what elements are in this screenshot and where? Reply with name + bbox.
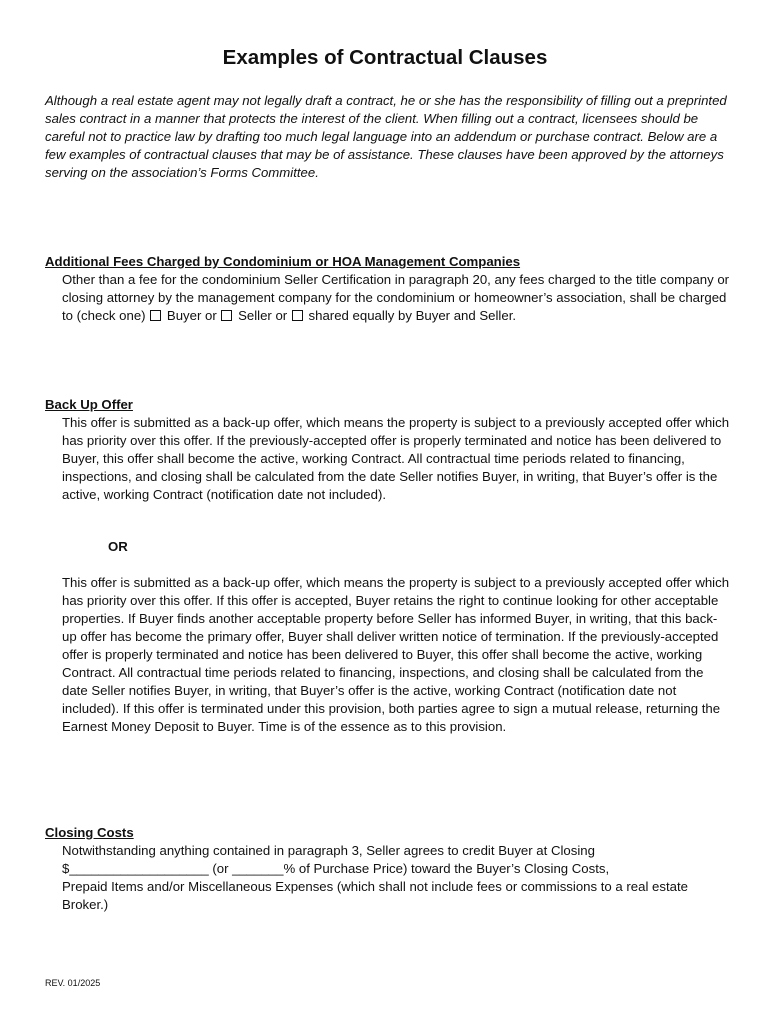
backup-offer-option-1: This offer is submitted as a back-up offer, which means the property is subject to a previously accepted offer which has priority over this offer. If the previously-accepted offer is properly terminated and notice has been delivered to Buyer, this offer shall become the active, working Contract. All contractual time periods related to financing, inspections, and closing shall be calculated from the date Seller notifies Buyer, in writing, that Buyer’s offer is the active, working Contract (notification date not included). (62, 415, 730, 502)
closing-costs-body (62, 842, 730, 914)
buyer-option-label: Buyer or (166, 308, 217, 323)
closing-costs-line-2: $___________________ (or _______% of Purchase Price) toward the Buyer’s Closing Costs, (62, 861, 610, 876)
seller-option-label: Seller or (238, 308, 288, 323)
backup-offer-heading: Back Up Offer (45, 397, 133, 412)
page-title: Examples of Contractual Clauses (222, 46, 548, 69)
intro-paragraph: Although a real estate agent may not legally draft a contract, he or she has the responsibility of filling out a preprinted sales contract in a manner that protects the interest of the client. When filling out a contract, licensees should be careful not to practice law by drafting too much legal language into an addendum or purchase contract. Below are a few examples of contractual clauses that may be of assistance. These clauses have been approved by the attorneys serving on the association’s Forms Committee. (45, 93, 727, 180)
or-label: OR (108, 539, 128, 554)
seller-checkbox[interactable] (221, 310, 232, 321)
revision-label: REV. 01/2025 (45, 978, 101, 988)
buyer-checkbox[interactable] (150, 310, 161, 321)
hoa-fees-body (62, 271, 730, 325)
shared-option-label: shared (308, 308, 349, 323)
shared-checkbox[interactable] (292, 310, 303, 321)
closing-costs-line-1: Notwithstanding anything contained in paragraph 3, Seller agrees to credit Buyer at Closing (62, 843, 595, 858)
backup-offer-option-2: This offer is submitted as a back-up offer, which means the property is subject to a previously accepted offer which has priority over this offer. If this offer is accepted, Buyer retains the right to continue looking for other acceptable properties. If Buyer finds another acceptable property before Seller has informed Buyer, in writing, that this back-up offer has become the primary offer, Buyer shall deliver written notice of termination. If the previously-accepted offer is properly terminated and notice has been delivered to Buyer, this offer shall become the active, working Contract. All contractual time periods related to financing, inspections, and closing shall be calculated from the date Seller notifies Buyer, in writing, that Buyer’s offer is the active, working Contract (notification date not included). If this offer is terminated under this provision, both parties agree to sign a mutual release, returning the Earnest Money Deposit to Buyer. Time is of the essence as to this provision. (62, 575, 730, 734)
hoa-fees-text-end: equally by Buyer and Seller. (352, 308, 517, 323)
hoa-fees-text: Other than a fee for the condominium Seller Certification in paragraph 20, any fees charged to the title company or closing attorney by the management company for the condominium or homeowner’s association, shall be charged to (check one) (62, 272, 730, 323)
closing-costs-line-3: Prepaid Items and/or Miscellaneous Expenses (which shall not include fees or commissions to a real estate Broker.) (62, 879, 688, 912)
closing-costs-heading: Closing Costs (45, 825, 134, 840)
hoa-fees-heading: Additional Fees Charged by Condominium or HOA Management Companies (45, 254, 521, 269)
